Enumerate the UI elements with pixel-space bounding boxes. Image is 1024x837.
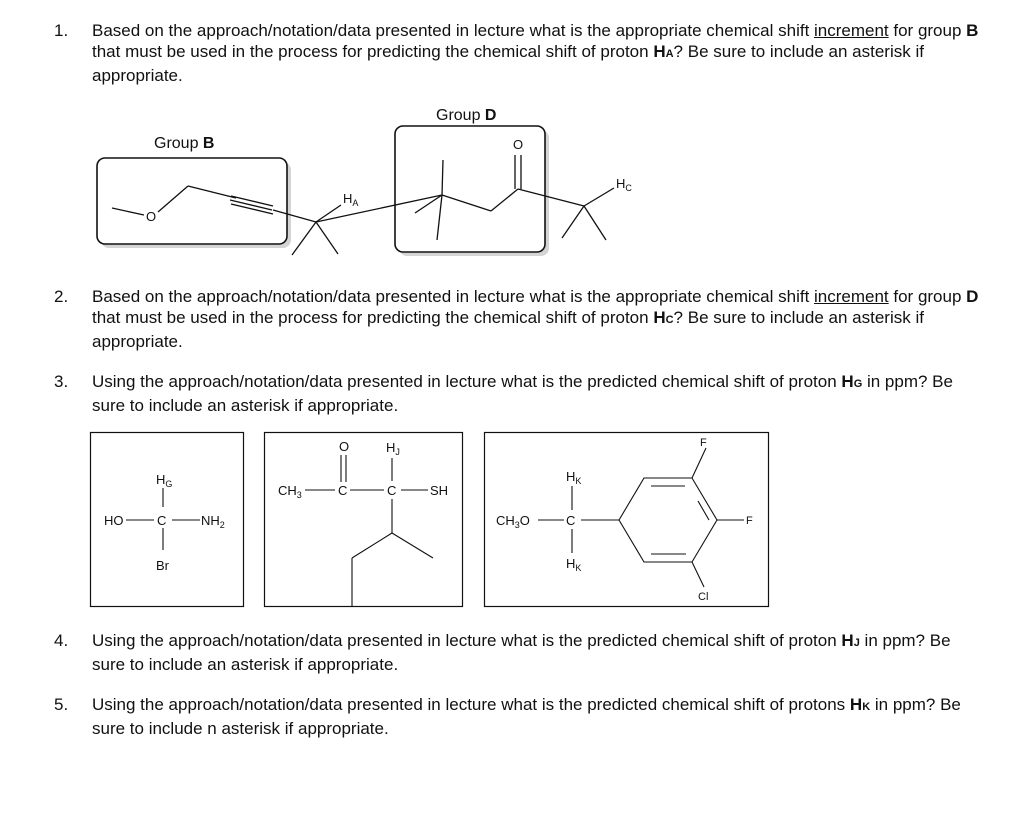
proton-hc-label: $H_C$	[616, 176, 632, 193]
question-5	[54, 694, 984, 739]
thiol-group-label: SH	[430, 483, 449, 498]
carbon-atom: C	[566, 513, 576, 528]
amino-group-label: $NH_2$	[201, 513, 225, 530]
structure-j-bonds	[305, 455, 433, 606]
question-number: 3.	[54, 372, 69, 391]
question-number: 5.	[54, 695, 69, 714]
question-text: Using the approach/notation/data presented in lecture what is the predicted chemical shift of protons HK in ppm? Be sure to include n asterisk if appropriate.	[92, 695, 961, 738]
carbonyl-oxygen-atom: O	[339, 439, 350, 454]
proton-hj-label: $H_J$	[386, 440, 400, 457]
proton-hg-label: $H_G$	[156, 472, 173, 489]
question-text: Using the approach/notation/data presented in lecture what is the predicted chemical shift of proton HG in ppm? Be sure to include an asterisk if appropriate.	[92, 372, 953, 415]
group-b-label: Group B	[154, 135, 215, 152]
proton-label: HK	[849, 695, 871, 714]
group-b-box	[97, 158, 287, 244]
fluorine-top-atom: F	[700, 437, 707, 449]
question-text: Based on the approach/notation/data presented in lecture what is the appropriate chemical shift increment for group B that must be used in the process for predicting the chemical shift of proton HA? Be sure to include an asterisk if appropriate.	[92, 21, 979, 85]
group-d-label: Group D	[436, 107, 497, 124]
methoxy-group-label: $CH_3O$	[496, 513, 530, 530]
oxygen-atom: O	[146, 209, 157, 224]
figure-groups-b-d	[0, 0, 1024, 280]
carbonyl-oxygen-atom: O	[513, 137, 524, 152]
question-text: Using the approach/notation/data presented in lecture what is the predicted chemical shift of proton HJ in ppm? Be sure to include an asterisk if appropriate.	[92, 631, 951, 674]
fluorine-right-atom: F	[746, 515, 753, 527]
hydroxyl-label: HO	[104, 513, 124, 528]
proton-label: HG	[841, 372, 863, 391]
proton-hk-top-label: $H_K$	[566, 469, 582, 486]
carbon-atom: C	[387, 483, 397, 498]
proton-ha-label: $H_A$	[343, 191, 359, 208]
methyl-group-label: $CH_3$	[278, 483, 302, 500]
proton-label: HJ	[841, 631, 860, 650]
proton-label: HC	[653, 308, 674, 327]
question-2	[54, 286, 984, 352]
question-text: Based on the approach/notation/data presented in lecture what is the appropriate chemical shift increment for group D that must be used in the process for predicting the chemical shift of proton HC? Be sure to include an asterisk if appropriate.	[92, 287, 979, 351]
question-3	[54, 371, 984, 416]
question-4	[54, 630, 984, 675]
question-number: 1.	[54, 21, 69, 40]
proton-label: HA	[653, 42, 674, 61]
carbon-atom: C	[157, 513, 167, 528]
figure-structures-g-j-k	[0, 428, 1024, 608]
carbonyl-carbon-atom: C	[338, 483, 348, 498]
proton-hk-bottom-label: $H_K$	[566, 556, 582, 573]
structure-j-box	[265, 433, 463, 607]
bromine-atom: Br	[156, 558, 169, 573]
question-number: 2.	[54, 287, 69, 306]
chlorine-atom: Cl	[698, 591, 709, 603]
question-number: 4.	[54, 631, 69, 650]
